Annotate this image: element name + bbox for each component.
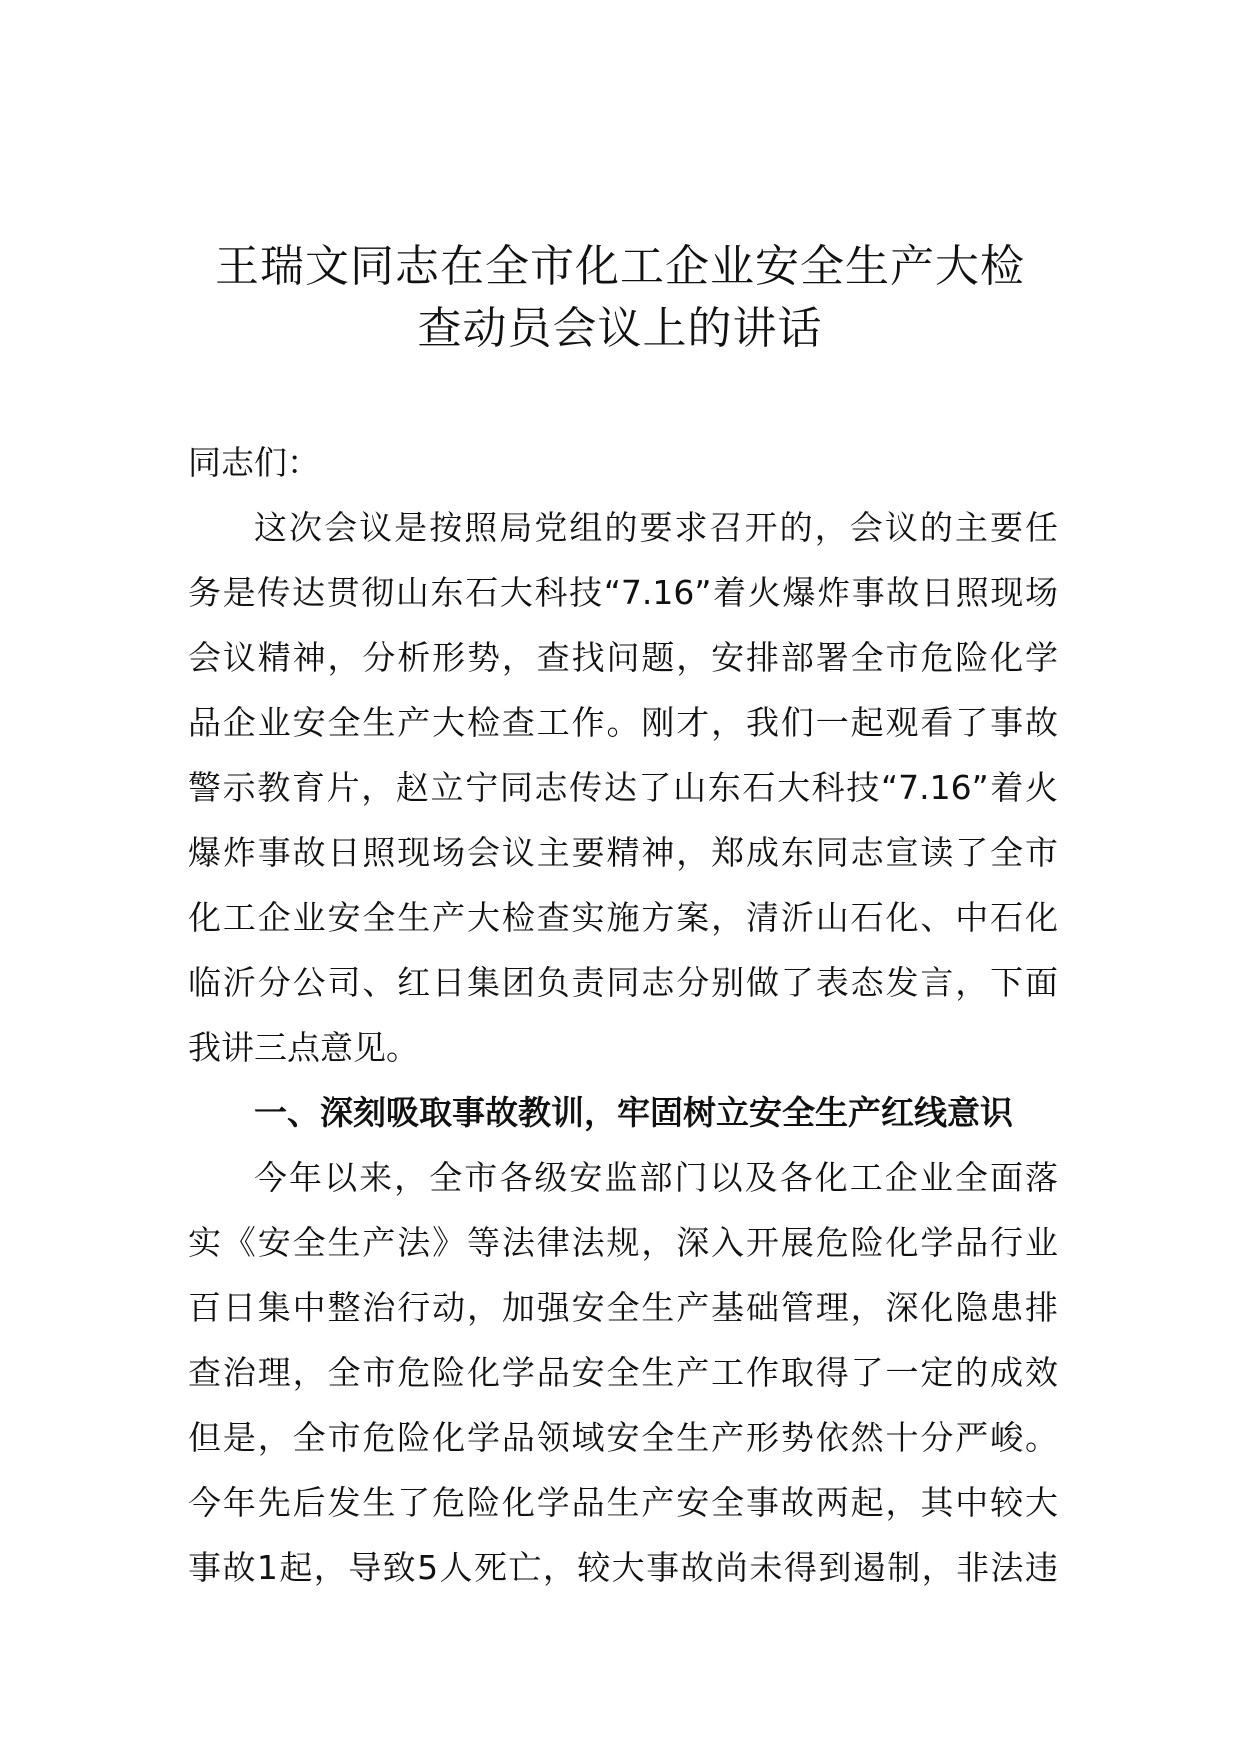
section-heading-1: 一、深刻吸取事故教训，牢固树立安全生产红线意识 bbox=[254, 1093, 1013, 1132]
title-line-2: 查动员会议上的讲话 bbox=[417, 303, 823, 354]
paragraph-2-line: 但是，全市危险化学品领域安全生产形势依然十分严峻。 bbox=[188, 1418, 1058, 1457]
paragraph-1-line: 警示教育片，赵立宁同志传达了山东石大科技“7.16”着火 bbox=[188, 768, 1058, 807]
paragraph-1-line: 爆炸事故日照现场会议主要精神，郑成东同志宣读了全市 bbox=[188, 833, 1058, 872]
title-line-1: 王瑞文同志在全市化工企业安全生产大检 bbox=[215, 241, 1025, 292]
paragraph-1-line: 会议精神，分析形势，查找问题，安排部署全市危险化学 bbox=[188, 638, 1058, 677]
document-body bbox=[188, 430, 1058, 1600]
paragraph-1-line: 这次会议是按照局党组的要求召开的，会议的主要任 bbox=[254, 508, 1058, 547]
salutation: 同志们： bbox=[188, 443, 320, 482]
paragraph-1-line: 临沂分公司、红日集团负责同志分别做了表态发言，下面 bbox=[188, 963, 1058, 1002]
paragraph-2-line: 今年以来，全市各级安监部门以及各化工企业全面落 bbox=[254, 1158, 1058, 1197]
paragraph-1-line: 品企业安全生产大检查工作。刚才，我们一起观看了事故 bbox=[188, 703, 1058, 742]
paragraph-2 bbox=[188, 1145, 1058, 1600]
paragraph-2-line: 实《安全生产法》等法律法规，深入开展危险化学品行业 bbox=[188, 1223, 1058, 1262]
paragraph-2-line: 今年先后发生了危险化学品生产安全事故两起，其中较大 bbox=[188, 1483, 1058, 1522]
paragraph-1 bbox=[188, 495, 1058, 1080]
paragraph-2-line: 百日集中整治行动，加强安全生产基础管理，深化隐患排 bbox=[188, 1288, 1058, 1327]
paragraph-1-line: 化工企业安全生产大检查实施方案，清沂山石化、中石化 bbox=[188, 898, 1058, 937]
paragraph-2-line: 查治理，全市危险化学品安全生产工作取得了一定的成效 bbox=[188, 1353, 1058, 1392]
document-title bbox=[150, 236, 1090, 360]
paragraph-1-line: 我讲三点意见。 bbox=[188, 1028, 419, 1067]
paragraph-2-line: 事故1起，导致5人死亡，较大事故尚未得到遏制，非法违 bbox=[188, 1548, 1058, 1587]
paragraph-1-line: 务是传达贯彻山东石大科技“7.16”着火爆炸事故日照现场 bbox=[188, 573, 1058, 612]
